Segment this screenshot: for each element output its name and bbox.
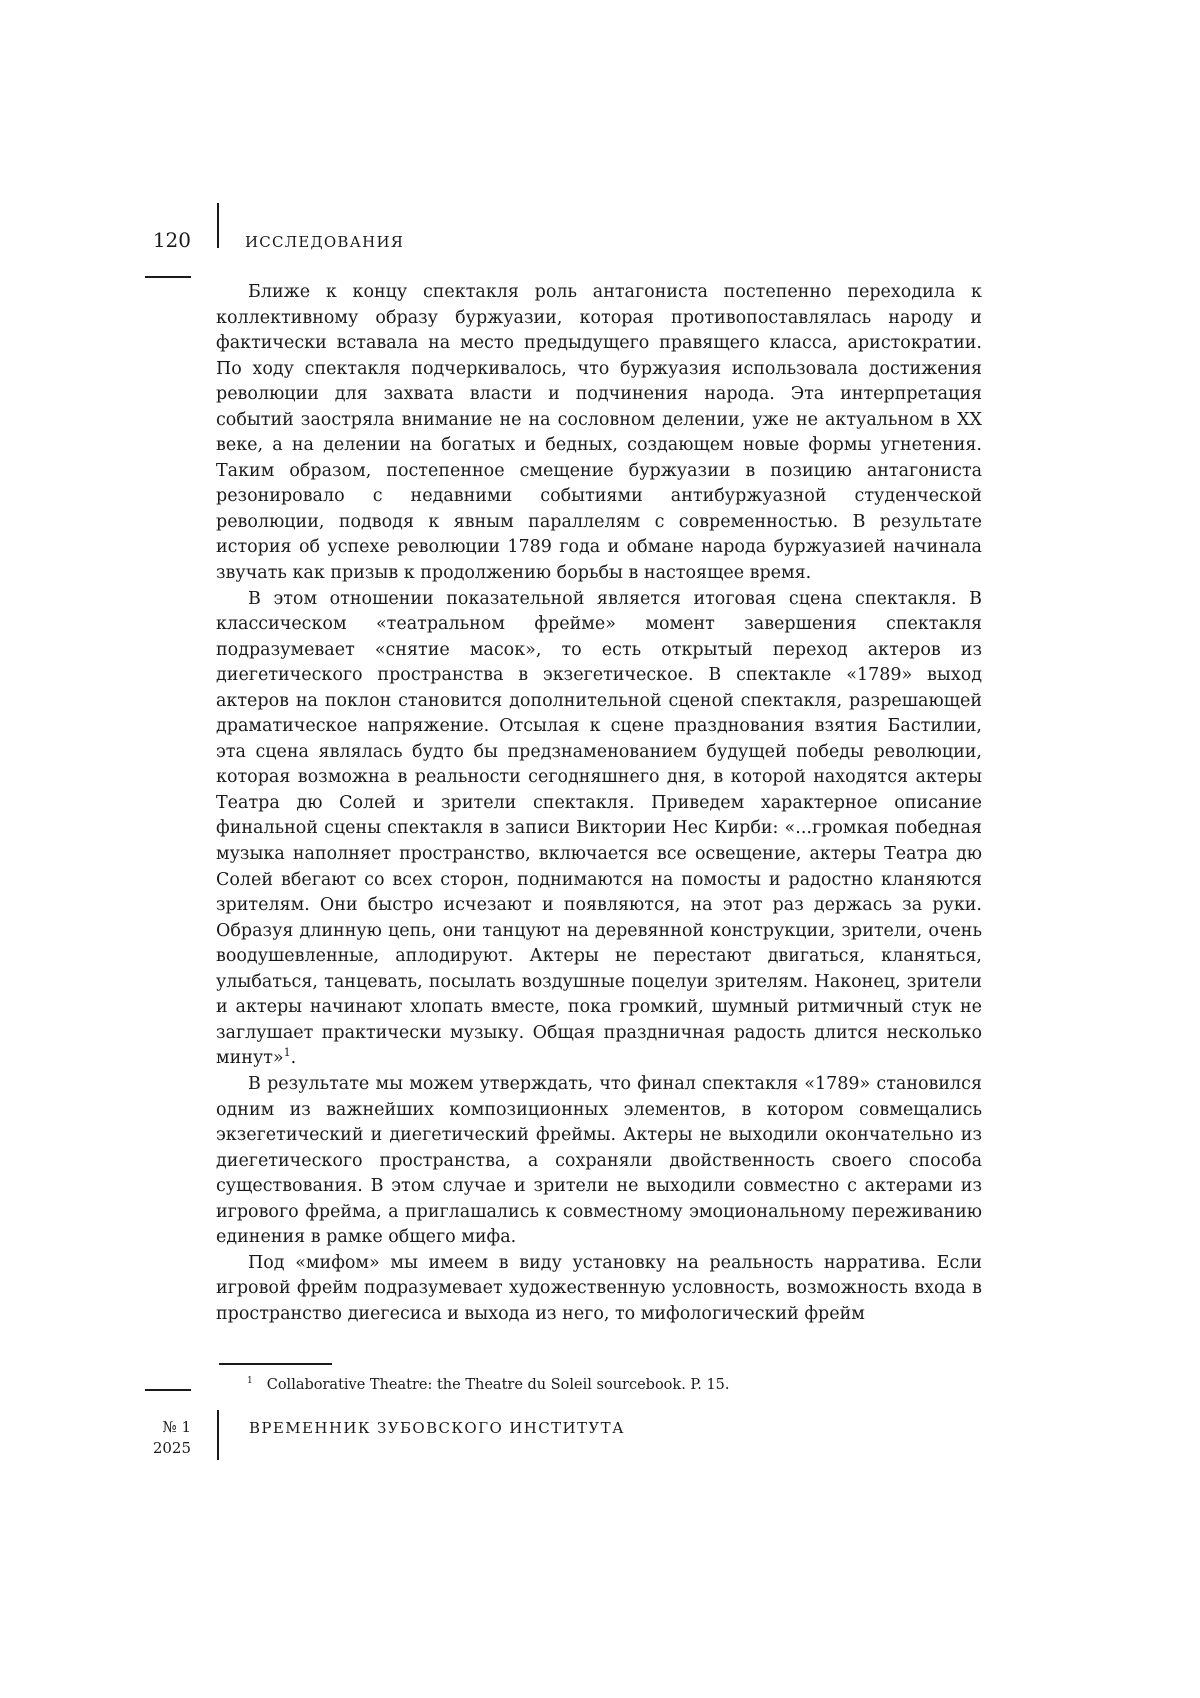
page-number: 120 — [152, 228, 191, 252]
header-divider — [217, 203, 219, 248]
paragraph: Ближе к концу спектакля роль антагониста постепенно переходила к коллективному образу буржуазии, которая противопоставлялась народу и фактически вставала на место предыдущего правящего класса, аристократии. По ходу спектакля подчеркивалось, что буржуазия использовала достижения революции для захвата власти и подчинения народа. Эта интерпретация событий заостряла внимание не на сословном делении, уже не актуальном в XX веке, а на делении на богатых и бедных, создающем новые формы угнетения. Таким образом, постепенное смещение буржуазии в позицию антагониста резонировало с недавними событиями антибуржуазной студенческой революции, подводя к явным параллелям с современностью. В результате история об успехе революции 1789 года и обмане народа буржуазией начинала звучать как призыв к продолжению борьбы в настоящее время. — [216, 282, 982, 584]
footnote-number: 1 — [247, 1376, 253, 1387]
journal-title: ВРЕМЕННИК ЗУБОВСКОГО ИНСТИТУТА — [249, 1419, 625, 1437]
paragraph: В результате мы можем утверждать, что финал спектакля «1789» становился одним из важнейших композиционных элементов, в котором совмещались экзегетический и диегетический фреймы. Актеры не выходили окончательно из диегетического пространства, а сохраняли двойственность своего способа существования. В этом случае и зрители не выходили совместно с актерами из игрового фрейма, а приглашались к совместному эмоциональному переживанию единения в рамке общего мифа. — [216, 1073, 982, 1248]
margin-rule-bottom — [145, 1389, 191, 1391]
footer-divider — [217, 1410, 219, 1460]
paragraph: Под «мифом» мы имеем в виду установку на реальность нарратива. Если игровой фрейм подразумевает художественную условность, возможность входа в пространство диегесиса и выхода из него, то мифологический фрейм — [216, 1252, 982, 1324]
footnote-divider — [219, 1363, 332, 1365]
footnote-reference[interactable]: 1 — [283, 1046, 291, 1060]
issue-number: № 1 — [162, 1418, 191, 1436]
issue-info — [145, 1417, 191, 1459]
paragraph: В этом отношении показательной является итоговая сцена спектакля. В классическом «театральном фрейме» момент завершения спектакля подразумевает «снятие масок», то есть открытый переход актеров из диегетического пространства в экзегетическое. В спектакле «1789» выход актеров на поклон становится дополнительной сценой спектакля, разрешающей драматическое напряжение. Отсылая к сцене празднования взятия Бастилии, эта сцена являлась будто бы предзнаменованием будущей победы революции, которая возможна в реальности сегодняшнего дня, в которой находятся актеры Театра дю Солей и зрители спектакля. Приведем характерное описание финальной сцены спектакля в записи Виктории Нес Кирби: «...громкая победная музыка наполняет пространство, включается все освещение, актеры Театра дю Солей вбегают со всех сторон, поднимаются на помосты и радостно кланяются зрителям. Они быстро исчезают и появляются, на этот раз держась за руки. Образуя длинную цепь, они танцуют на деревянной конструкции, зрители, очень воодушевленные, аплодируют. Актеры не перестают двигаться, кланяться, улыбаться, танцевать, посылать воздушные поцелуи зрителям. Наконец, зрители и актеры начинают хлопать вместе, пока громкий, шумный ритмичный стук не заглушает практически музыку. Общая праздничная радость длится несколько минут»$^1$. — [216, 588, 982, 1069]
body-text — [216, 280, 982, 1327]
paragraph-text: В этом отношении показательной является итоговая сцена спектакля. В классическом «театральном фрейме» момент завершения спектакля подразумевает «снятие масок», то есть открытый переход актеров из диегетического пространства в экзегетическое. В спектакле «1789» выход актеров на поклон становится дополнительной сценой спектакля, разрешающей драматическое напряжение. Отсылая к сцене празднования взятия Бастилии, эта сцена являлась будто бы предзнаменованием будущей победы революции, которая возможна в реальности сегодняшнего дня, в которой находятся актеры Театра дю Солей и зрители спектакля. Приведем характерное описание финальной сцены спектакля в записи Виктории Нес Кирби: «...громкая победная музыка наполняет пространство, включается все освещение, актеры Театра дю Солей вбегают со всех сторон, поднимаются на помосты и радостно кланяются зрителям. Они быстро исчезают и появляются, на этот раз держась за руки. Образуя длинную цепь, они танцуют на деревянной конструкции, зрители, очень воодушевленные, аплодируют. Актеры не перестают двигаться, кланяться, улыбаться, танцевать, посылать воздушные поцелуи зрителям. Наконец, зрители и актеры начинают хлопать вместе, пока громкий, шумный ритмичный стук не заглушает практически музыку. Общая праздничная радость длится несколько минут» — [216, 588, 982, 1069]
footnote-text: Collaborative Theatre: the Theatre du Soleil sourcebook. P. 15. — [266, 1377, 730, 1393]
footnote — [247, 1375, 730, 1395]
margin-rule-top — [145, 276, 191, 278]
section-title: ИССЛЕДОВАНИЯ — [245, 233, 405, 251]
issue-year: 2025 — [152, 1439, 191, 1457]
